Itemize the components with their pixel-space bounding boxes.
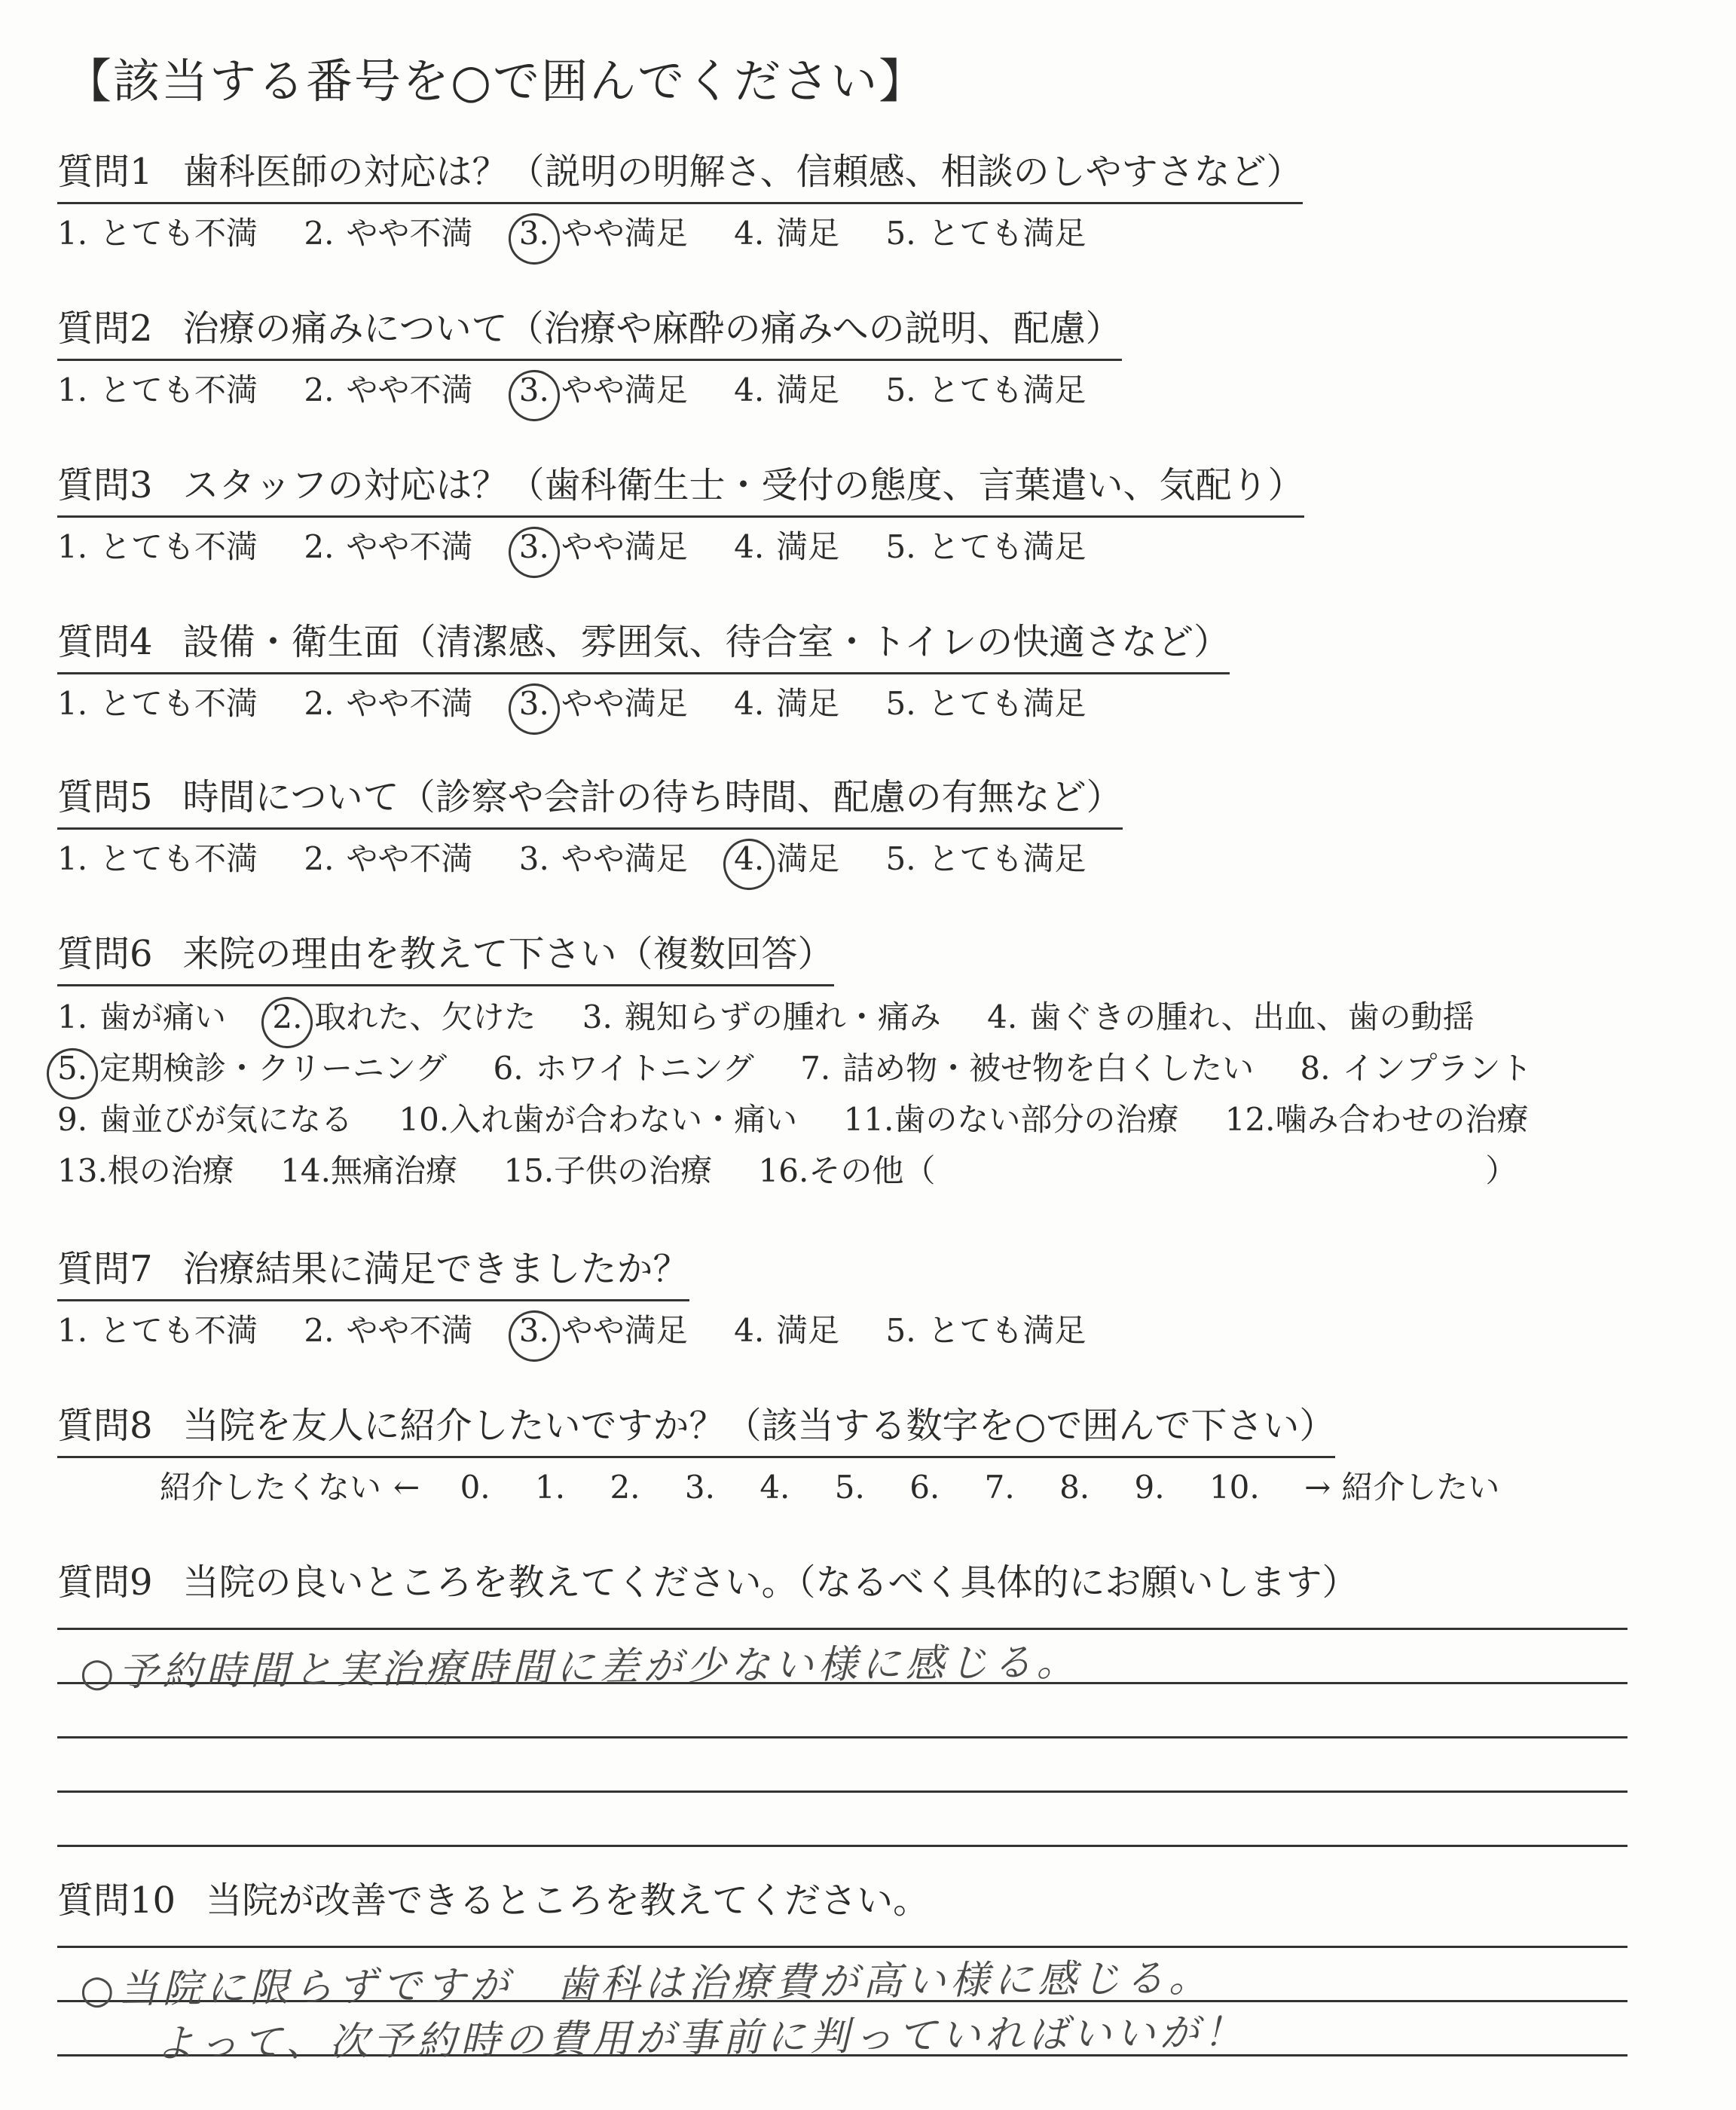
question-title: [57, 461, 1304, 518]
question-title: [57, 773, 1123, 830]
reason-3[interactable]: 3. 親知らずの腫れ・痛み: [582, 998, 941, 1035]
option-3-selected[interactable]: 3. やや満足: [519, 524, 688, 570]
options-row: [57, 1096, 1730, 1143]
question-7: [57, 1245, 1730, 1354]
question-number: 質問6: [57, 933, 153, 975]
option-1[interactable]: 1. とても不満: [57, 528, 258, 565]
question-number: 質問5: [57, 776, 153, 818]
scale-right-label: 紹介したい: [1341, 1469, 1500, 1506]
left-arrow-icon: ←: [393, 1469, 420, 1506]
question-number: 質問2: [57, 307, 153, 350]
reason-8[interactable]: 8. インプラント: [1300, 1050, 1533, 1087]
reason-2-selected[interactable]: 2. 取れた、欠けた: [272, 994, 536, 1041]
reason-7[interactable]: 7. 詰め物・被せ物を白くしたい: [800, 1050, 1255, 1087]
options-row: [57, 680, 1730, 727]
option-2[interactable]: 2. やや不満: [304, 1312, 473, 1349]
option-1[interactable]: 1. とても不満: [57, 840, 258, 877]
reason-15[interactable]: 15.子供の治療: [503, 1152, 713, 1189]
right-arrow-icon: →: [1304, 1469, 1331, 1506]
option-4[interactable]: 4. 満足: [734, 1312, 840, 1349]
question-title: [57, 1402, 1335, 1458]
options-row: [57, 994, 1730, 1041]
scale-point-8[interactable]: 8.: [1059, 1469, 1090, 1506]
question-8: [57, 1402, 1730, 1511]
question-number: 質問9: [57, 1561, 153, 1604]
option-3-selected[interactable]: 3. やや満足: [519, 210, 688, 257]
reason-10[interactable]: 10.入れ歯が合わない・痛い: [399, 1101, 798, 1138]
scale-point-7[interactable]: 7.: [984, 1469, 1015, 1506]
option-1[interactable]: 1. とても不満: [57, 1312, 258, 1349]
question-number: 質問7: [57, 1248, 153, 1290]
options-row: [57, 1307, 1730, 1354]
page-title: 【該当する番号を○で囲んでください】: [65, 54, 928, 109]
reason-14[interactable]: 14.無痛治療: [280, 1152, 457, 1189]
question-9: [57, 1558, 1730, 1607]
question-number: 質問10: [57, 1879, 176, 1922]
option-4[interactable]: 4. 満足: [734, 372, 840, 408]
scale-point-0[interactable]: 0.: [460, 1469, 491, 1506]
option-5[interactable]: 5. とても満足: [885, 215, 1087, 252]
reason-6[interactable]: 6. ホワイトニング: [493, 1050, 754, 1087]
option-2[interactable]: 2. やや不満: [304, 528, 473, 565]
question-text: 設備・衛生面（清潔感、雰囲気、待合室・トイレの快適さなど）: [182, 621, 1230, 663]
option-3-selected[interactable]: 3. やや満足: [519, 680, 688, 727]
scale-point-2[interactable]: 2.: [610, 1469, 640, 1506]
option-5[interactable]: 5. とても満足: [885, 840, 1087, 877]
handwritten-answer-q10-line2: よって、次予約時の費用が事前に判っていればいいが！: [154, 2010, 1248, 2067]
reason-4[interactable]: 4. 歯ぐきの腫れ、出血、歯の動揺: [987, 998, 1475, 1035]
question-title: [57, 304, 1122, 361]
option-5[interactable]: 5. とても満足: [885, 528, 1087, 565]
option-4-selected[interactable]: 4. 満足: [734, 836, 839, 882]
question-4: [57, 618, 1730, 727]
question-text: 歯科医師の対応は？（説明の明解さ、信頼感、相談のしやすさなど）: [182, 151, 1303, 193]
question-text: 時間について（診察や会計の待ち時間、配慮の有無など）: [182, 776, 1123, 818]
reason-9[interactable]: 9. 歯並びが気になる: [57, 1101, 353, 1138]
question-6: [57, 930, 1730, 1194]
question-3: [57, 461, 1730, 570]
other-close-paren: ）: [1485, 1152, 1517, 1189]
question-text: 当院が改善できるところを教えてください。: [206, 1879, 930, 1922]
question-text: スタッフの対応は？（歯科衛生士・受付の態度、言葉遣い、気配り）: [182, 464, 1304, 506]
option-5[interactable]: 5. とても満足: [885, 1312, 1087, 1349]
question-2: [57, 304, 1730, 414]
options-row: [57, 210, 1730, 257]
scale-point-1[interactable]: 1.: [535, 1469, 566, 1506]
recommend-scale: [57, 1464, 1730, 1511]
question-number: 質問3: [57, 464, 153, 506]
scale-left-label: 紹介したくない: [160, 1469, 382, 1506]
reason-12[interactable]: 12.噛み合わせの治療: [1224, 1101, 1529, 1138]
question-title: [57, 930, 834, 986]
option-3[interactable]: 3. やや満足: [518, 840, 688, 877]
options-row: [57, 836, 1730, 882]
scale-point-10[interactable]: 10.: [1209, 1469, 1260, 1506]
options-row: [57, 1148, 1730, 1194]
question-title: [57, 1245, 689, 1301]
scale-point-5[interactable]: 5.: [834, 1469, 865, 1506]
question-10: [57, 1876, 1730, 1925]
handwritten-answer-q9: ○予約時間と実治療時間に差が少ない様に感じる。: [79, 1640, 1080, 1696]
reason-11[interactable]: 11.歯のない部分の治療: [843, 1101, 1179, 1138]
question-number: 質問4: [57, 621, 153, 663]
scale-point-9[interactable]: 9.: [1134, 1469, 1165, 1506]
option-2[interactable]: 2. やや不満: [304, 215, 473, 252]
option-4[interactable]: 4. 満足: [734, 528, 840, 565]
reason-1[interactable]: 1. 歯が痛い: [57, 998, 227, 1035]
question-text: 来院の理由を教えて下さい（複数回答）: [182, 933, 834, 975]
scale-point-4[interactable]: 4.: [760, 1469, 790, 1506]
question-number: 質問1: [57, 151, 153, 193]
option-1[interactable]: 1. とても不満: [57, 372, 258, 408]
option-2[interactable]: 2. やや不満: [304, 840, 473, 877]
option-4[interactable]: 4. 満足: [734, 215, 840, 252]
option-4[interactable]: 4. 満足: [734, 685, 840, 722]
question-5: [57, 773, 1730, 882]
scale-point-3[interactable]: 3.: [684, 1469, 715, 1506]
handwritten-answer-q10-line1: ○当院に限らずですが 歯科は治療費が高い様に感じる。: [79, 1956, 1213, 2013]
reason-5-selected[interactable]: 5. 定期検診・クリーニング: [57, 1045, 447, 1092]
scale-point-6[interactable]: 6.: [909, 1469, 940, 1506]
option-5[interactable]: 5. とても満足: [885, 685, 1087, 722]
option-3-selected[interactable]: 3. やや満足: [519, 367, 688, 414]
option-3-selected[interactable]: 3. やや満足: [519, 1307, 688, 1354]
question-1: [57, 148, 1730, 257]
option-5[interactable]: 5. とても満足: [885, 372, 1087, 408]
option-1[interactable]: 1. とても不満: [57, 215, 258, 252]
question-text: 治療の痛みについて（治療や麻酔の痛みへの説明、配慮）: [182, 307, 1122, 350]
option-2[interactable]: 2. やや不満: [304, 372, 473, 408]
question-title: [57, 1558, 1730, 1607]
question-text: 治療結果に満足できましたか？: [182, 1248, 689, 1290]
question-text: 当院の良いところを教えてください。（なるべく具体的にお願いします）: [182, 1561, 1359, 1604]
question-title: [57, 1876, 1730, 1925]
option-2[interactable]: 2. やや不満: [304, 685, 473, 722]
question-number: 質問8: [57, 1405, 153, 1447]
reason-13[interactable]: 13.根の治療: [57, 1152, 234, 1189]
question-title: [57, 618, 1230, 674]
question-text: 当院を友人に紹介したいですか？（該当する数字を○で囲んで下さい）: [182, 1405, 1336, 1447]
options-row: [57, 524, 1730, 570]
reason-16-other[interactable]: 16.その他（ ）: [759, 1148, 1517, 1194]
options-row: [57, 367, 1730, 414]
options-row: [57, 1045, 1730, 1092]
option-1[interactable]: 1. とても不満: [57, 685, 258, 722]
question-title: [57, 148, 1303, 204]
